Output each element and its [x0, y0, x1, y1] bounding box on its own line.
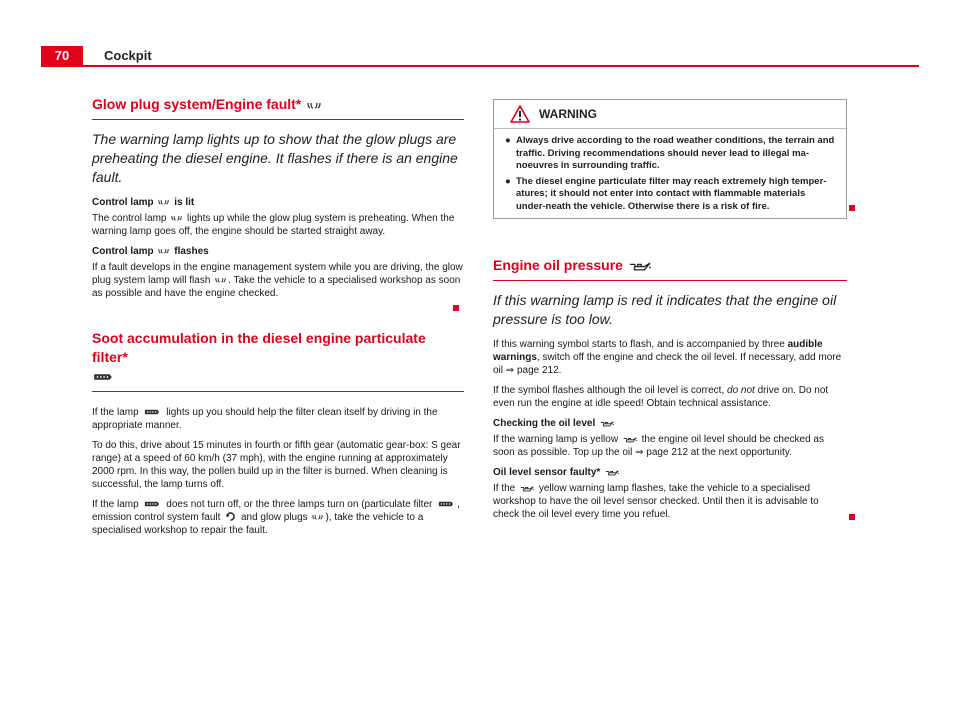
glow-plug-icon: [158, 248, 169, 255]
section-end-mark: [849, 205, 855, 211]
glow-plug-icon: [158, 199, 169, 206]
oil-can-icon: [605, 469, 619, 476]
page-header: [41, 46, 919, 66]
glow-plug-icon: [171, 215, 182, 222]
soot-paragraph-2: To do this, drive about 15 minutes in fourth or fifth gear (automatic gear-box: S gear range) at a speed of 60 km/h (37 mph), with the engine running at approximately 2000 rpm. In this way, the pollen build up in the filter is burned. When cleaning is successful, the lamp turns off.: [92, 440, 461, 490]
sensor-subheading: Oil level sensor faulty*: [493, 466, 847, 479]
lit-subheading: Control lamp is lit: [92, 197, 195, 208]
lit-paragraph: The control lamp lights up while the glow plug system is preheating. When the warning lamp goes off, the engine should be started straight away.: [92, 213, 455, 237]
soot-paragraph-1: If the lamp lights up you should help the filter clean itself by driving in the appropriate manner.: [92, 407, 438, 431]
warning-body: [494, 129, 846, 213]
heading-rule: [493, 280, 847, 281]
warning-header: [494, 100, 846, 129]
warning-item: ● Always drive according to the road weather conditions, the terrain and traffic. Driving recommendations should never lead to illegal ma-noeuvres in surrounding traffic.: [505, 135, 835, 171]
sensor-paragraph: If the yellow warning lamp flashes, take the vehicle to a specialised workshop to have the oil level sensor checked. Until then it is advisable to check the oil level every time you refuel.: [493, 483, 819, 520]
glow-plug-icon: [312, 514, 323, 521]
particulate-filter-icon: [143, 500, 161, 508]
oil-can-icon: [600, 420, 614, 427]
section-title: Cockpit: [104, 48, 152, 63]
oil-pressure-heading: Engine oil pressure: [493, 256, 847, 275]
section-end-mark: [453, 305, 459, 311]
left-column: [92, 95, 464, 544]
oil-can-icon: [520, 485, 534, 492]
check-oil-subheading: Checking the oil level: [493, 417, 847, 430]
oil-can-icon: [629, 261, 651, 271]
glow-plug-lead: The warning lamp lights up to show that the glow plugs are preheating the diesel engine. It flashes if there is an engine fault.: [92, 131, 458, 185]
soot-heading: Soot accumulation in the diesel engine particulate filter*: [92, 329, 464, 386]
emission-control-icon: [225, 512, 236, 521]
flash-subheading: Control lamp flashes: [92, 246, 209, 257]
right-column: [493, 256, 847, 528]
particulate-filter-icon: [437, 500, 455, 508]
heading-rule: [92, 119, 464, 120]
heading-rule: [92, 391, 464, 392]
oil-paragraph-1: If this warning symbol starts to flash, and is accompanied by three audible warnings, switch off the engine and check the oil level. If necessary, add more oil ⇒ page 212.: [493, 339, 842, 376]
bullet: ●: [505, 135, 511, 146]
particulate-filter-icon: [92, 372, 114, 382]
oil-can-icon: [623, 436, 637, 443]
oil-paragraph-2: If the symbol flashes although the oil level is correct, do not drive on. Do not even run the engine at idle speed! Obtain technical assistance.: [493, 385, 829, 409]
oil-pressure-lead: If this warning lamp is red it indicates that the engine oil pressure is too low.: [493, 292, 837, 327]
glow-plug-heading: Glow plug system/Engine fault*: [92, 95, 464, 114]
header-rule: [41, 65, 919, 67]
warning-triangle-icon: [510, 105, 530, 123]
section-end-mark: [849, 514, 855, 520]
warning-item: ● The diesel engine particulate filter may reach extremely high temper-atures; it should not enter into contact with flammable materials under-neath the vehicle. Otherwise there is a risk of fire.: [505, 175, 827, 212]
soot-paragraph-3: If the lamp does not turn off, or the three lamps turn on (particulate filter , emission control system fault and glow plugs ), take the vehicle to a specialised workshop to repair the fault.: [92, 499, 460, 536]
flash-paragraph: If a fault develops in the engine management system while you are driving, the glow plug system lamp will flash . Take the vehicle to a specialised workshop as soon as possible and have the engine checked.: [92, 262, 463, 299]
warning-box: [493, 99, 847, 219]
check-oil-paragraph: If the warning lamp is yellow the engine oil level should be checked as soon as possible. Top up the oil ⇒ page 212 at the next opportunity.: [493, 434, 824, 458]
warning-label: WARNING: [539, 107, 597, 121]
page-number: 70: [41, 46, 83, 66]
glow-plug-icon: [307, 102, 321, 110]
bullet: ●: [505, 175, 511, 187]
particulate-filter-icon: [143, 408, 161, 416]
glow-plug-icon: [215, 277, 226, 284]
